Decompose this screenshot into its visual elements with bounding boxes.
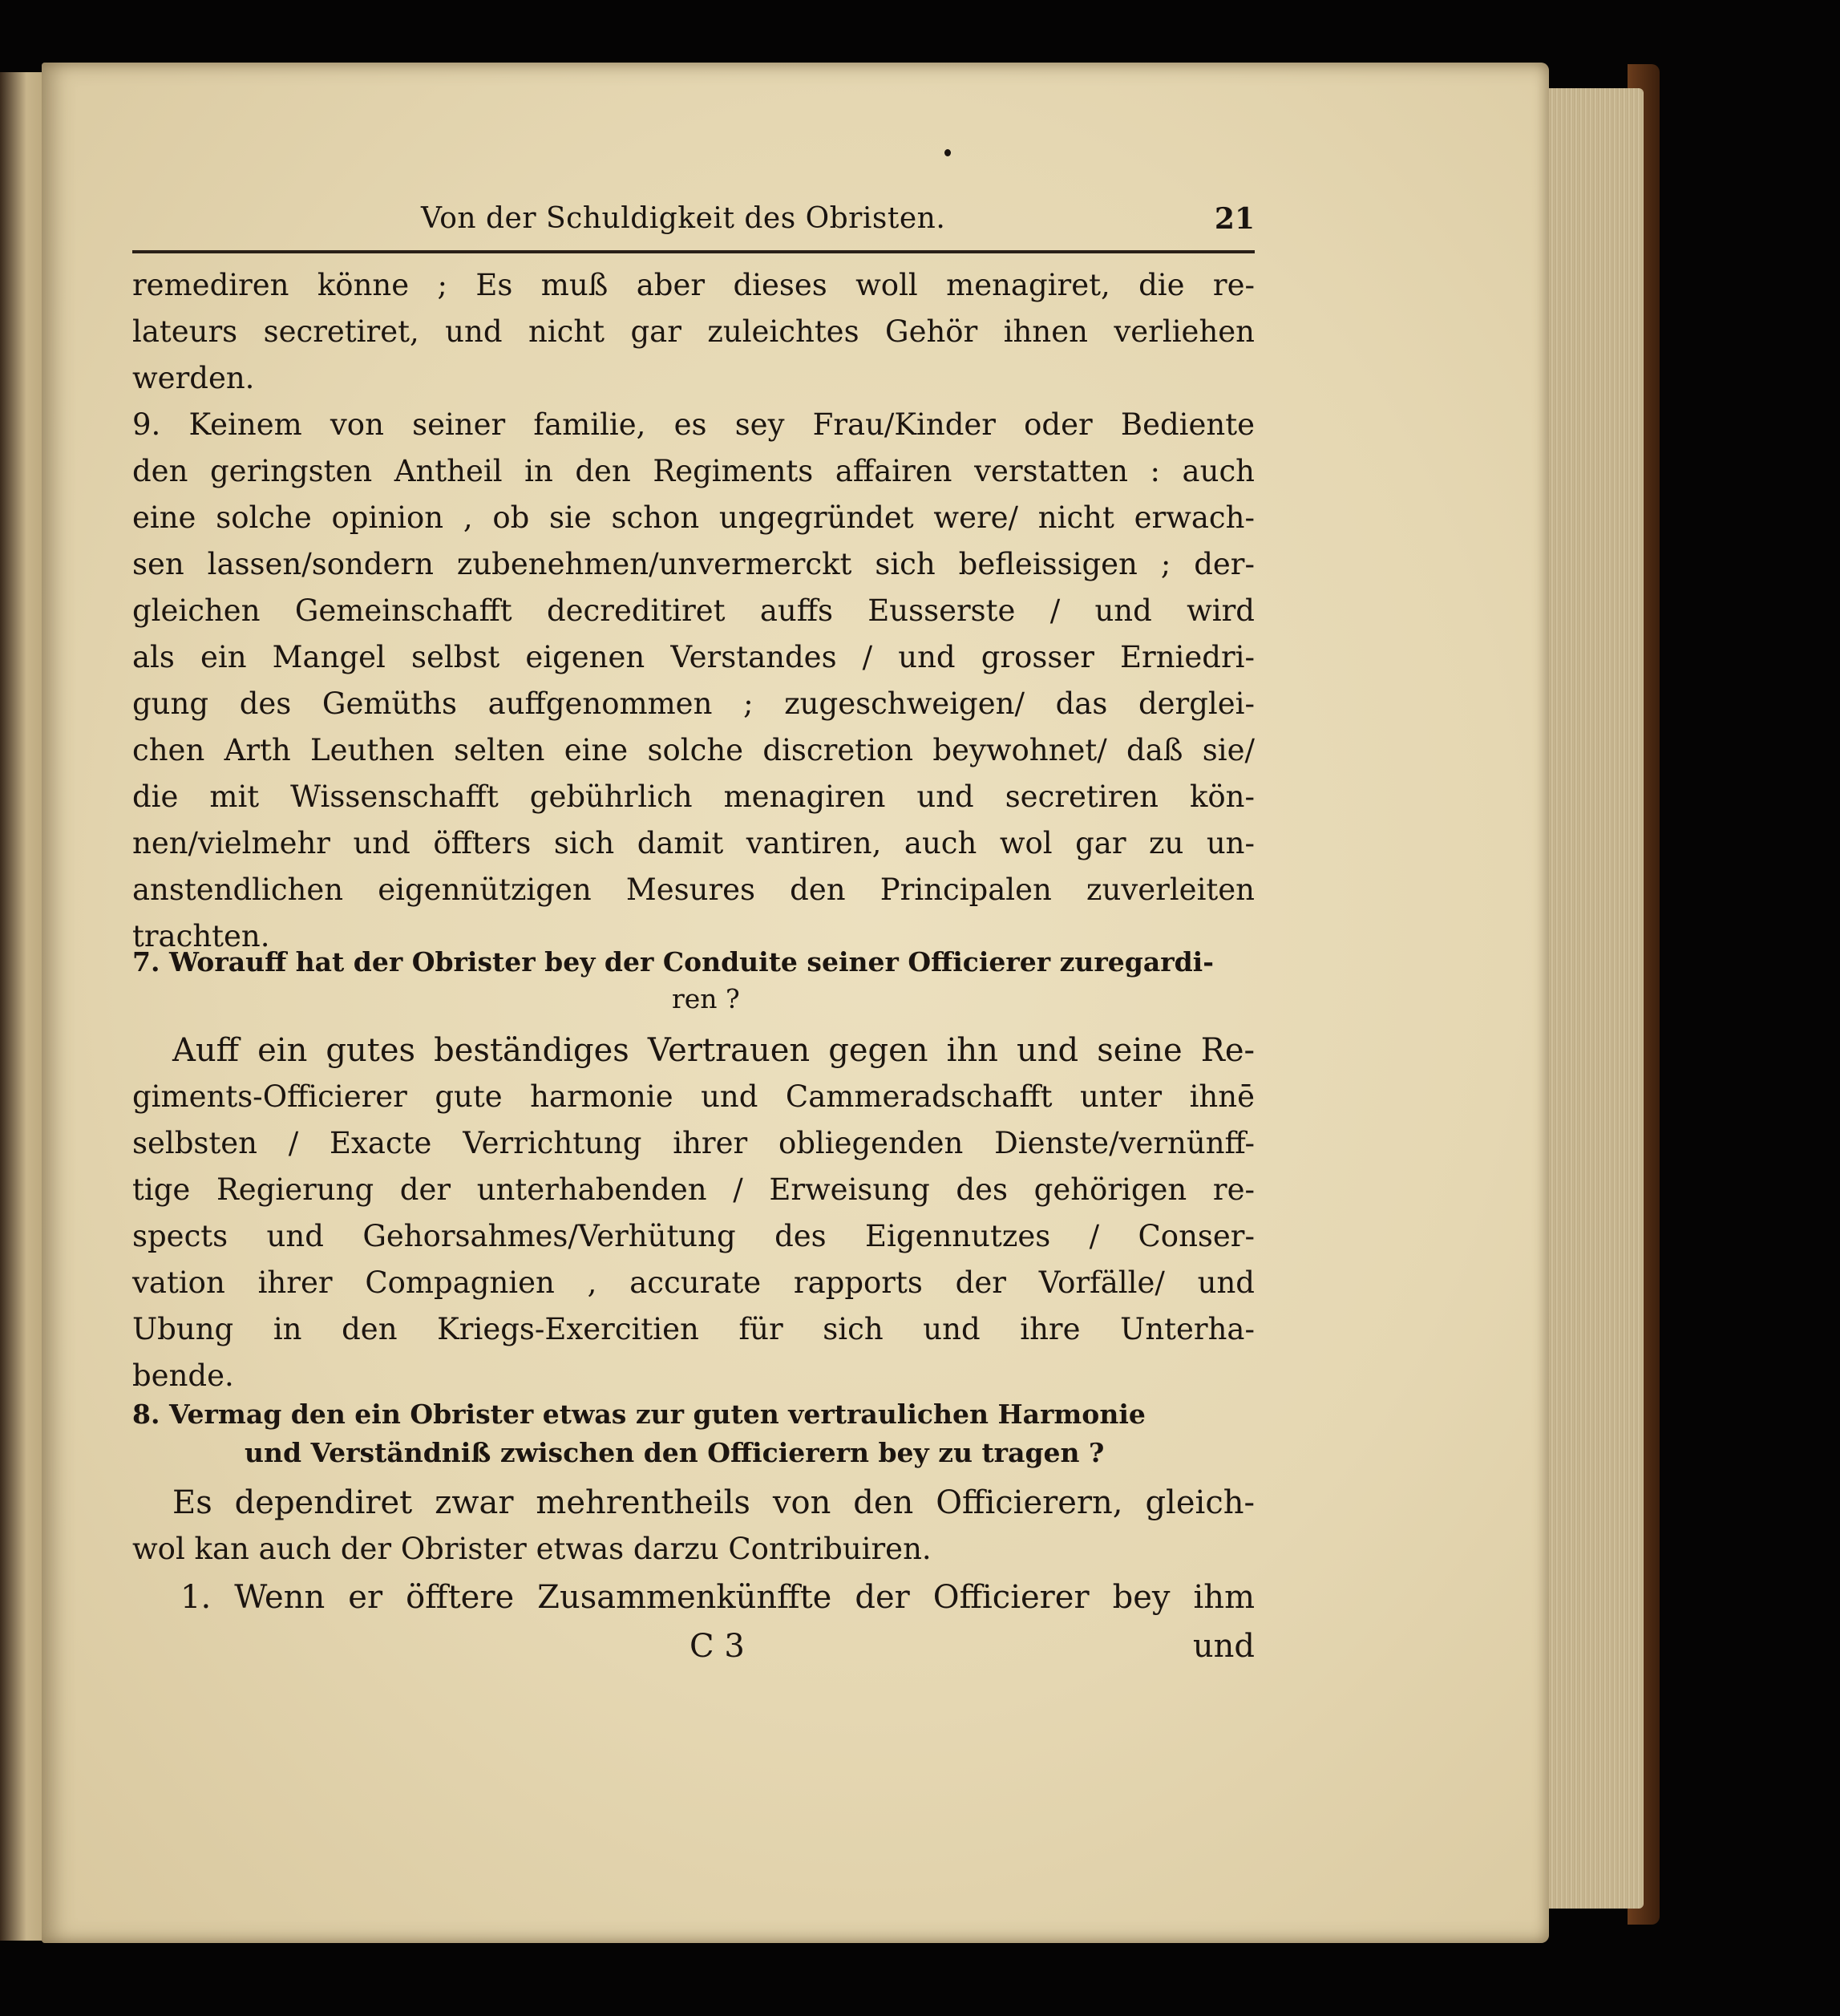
text-line: anstendlichen eigennützigen Mesures den Principalen zuverleiten bbox=[132, 872, 1255, 907]
answer-line: selbsten / Exacte Verrichtung ihrer obliegenden Dienste/vernünff- bbox=[132, 1126, 1255, 1160]
answer-line: Es dependiret zwar mehrentheils von den Officierern, gleich- bbox=[172, 1484, 1255, 1521]
text-line: trachten. bbox=[132, 919, 270, 953]
text-line: eine solche opinion , ob sie schon ungegründet were/ nicht erwach- bbox=[132, 500, 1255, 535]
question-8-line-2: und Verständniß zwischen den Officierern bey zu tragen ? bbox=[245, 1437, 1105, 1468]
text-line: den geringsten Antheil in den Regiments affairen verstatten : auch bbox=[132, 454, 1255, 488]
text-line: remediren könne ; Es muß aber dieses woll menagiret, die re- bbox=[132, 268, 1255, 302]
answer-line: vation ihrer Compagnien , accurate rapports der Vorfälle/ und bbox=[132, 1265, 1255, 1300]
question-7-line-2: ren ? bbox=[672, 983, 740, 1014]
text-line: werden. bbox=[132, 361, 255, 395]
signature-mark: C 3 bbox=[689, 1628, 745, 1665]
page-block-fore-edge bbox=[1539, 88, 1644, 1909]
answer-line: tige Regierung der unterhabenden / Erweisung des gehörigen re- bbox=[132, 1172, 1255, 1207]
text-line: gung des Gemüths auffgenommen ; zugeschweigen/ das derglei- bbox=[132, 686, 1255, 721]
answer-line: bende. bbox=[132, 1358, 234, 1393]
answer-line: Auff ein gutes beständiges Vertrauen gegen ihn und seine Re- bbox=[172, 1032, 1255, 1069]
text-line: lateurs secretiret, und nicht gar zuleichtes Gehör ihnen verliehen bbox=[132, 314, 1255, 349]
running-head-title: Von der Schuldigkeit des Obristen. bbox=[421, 202, 946, 235]
answer-line: spects und Gehorsahmes/Verhütung des Eigennutzes / Conser- bbox=[132, 1219, 1255, 1253]
answer-line: wol kan auch der Obrister etwas darzu Contribuiren. bbox=[132, 1532, 932, 1566]
text-line: chen Arth Leuthen selten eine solche discretion beywohnet/ daß sie/ bbox=[132, 733, 1255, 767]
text-line: 9. Keinem von seiner familie, es sey Frau/Kinder oder Bediente bbox=[132, 407, 1255, 442]
head-rule bbox=[132, 250, 1255, 253]
text-line: gleichen Gemeinschafft decreditiret auffs Eusserste / und wird bbox=[132, 593, 1255, 628]
answer-line: Ubung in den Kriegs-Exercitien für sich und ihre Unterha- bbox=[132, 1312, 1255, 1346]
text-line: die mit Wissenschafft gebührlich menagiren und secretiren kön- bbox=[132, 779, 1255, 814]
text-line: als ein Mangel selbst eigenen Verstandes / und grosser Erniedri- bbox=[132, 640, 1255, 674]
question-8-line-1: 8. Vermag den ein Obrister etwas zur guten vertraulichen Harmonie bbox=[132, 1399, 1146, 1430]
answer-line: giments-Officierer gute harmonie und Cammeradschafft unter ihnē bbox=[132, 1079, 1255, 1114]
question-7-line-1: 7. Worauff hat der Obrister bey der Conduite seiner Officierer zuregardi- bbox=[132, 946, 1214, 978]
page-number: 21 bbox=[1214, 202, 1255, 236]
catchword: und bbox=[1192, 1628, 1255, 1665]
running-head bbox=[132, 202, 1255, 247]
ink-dot bbox=[944, 149, 951, 156]
left-page-edge bbox=[0, 72, 48, 1941]
text-line: sen lassen/sondern zubenehmen/unvermerckt sich befleissigen ; der- bbox=[132, 547, 1255, 581]
answer-line: 1. Wenn er öfftere Zusammenkünffte der Officierer bey ihm bbox=[180, 1579, 1255, 1616]
text-line: nen/vielmehr und öffters sich damit vantiren, auch wol gar zu un- bbox=[132, 826, 1255, 860]
